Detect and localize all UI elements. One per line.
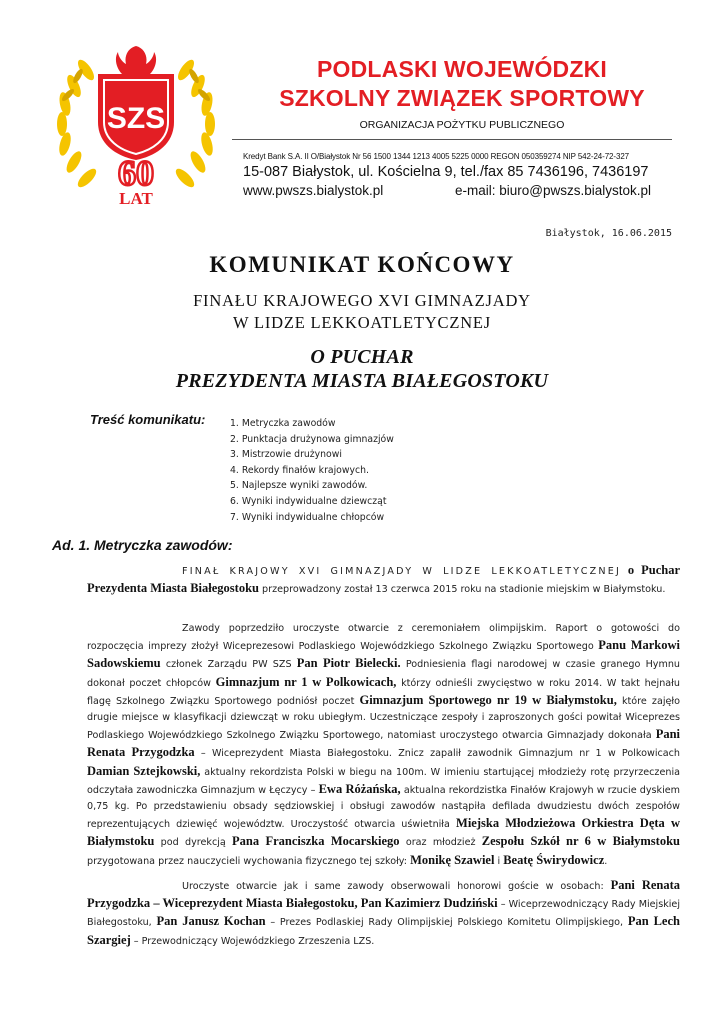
para-text: – Przewodniczący Wojewódzkiego Zrzeszenia LZS. — [130, 935, 375, 947]
logo-number: 60 — [118, 153, 154, 193]
header-divider — [232, 139, 672, 140]
cup-title — [0, 345, 724, 393]
contents-list — [230, 416, 394, 525]
para-text: – Wiceprezydent Miasta Białegostoku. Znicz zapalił zawodnik Gimnazjum nr 1 w Polkowicach — [194, 748, 680, 760]
para-text: Zawody poprzedziło uroczyste otwarcie z ceremoniałem olimpijskim. Raport o gotowości do rozpoczęcia imprezy złożył Wiceprezesowi Podlaskiego Wojewódzkiego Szkolnego Związku Sportowego — [87, 623, 680, 653]
para-bold: Gimnazjum nr 1 w Polkowicach, — [215, 674, 397, 689]
para-text: Podniesienia flagi narodowej w czasie granego Hymnu dokonał poczet chłopców — [87, 659, 680, 689]
subtitle-line-1: FINAŁU KRAJOWEGO XVI GIMNAZJADY — [193, 291, 531, 310]
para-text: członek Zarządu PW SZS — [160, 659, 297, 671]
contents-item: 6. Wyniki indywidualne dziewcząt — [230, 495, 387, 507]
para-text: FINAŁ KRAJOWY XVI GIMNAZJADY W LIDZE LEKKOATLETYCZNEJ — [182, 566, 622, 577]
para-bold: Miejska Młodzieżowa Orkiestra Dęta w Białymstoku — [87, 816, 681, 849]
contents-item: 3. Mistrzowie drużynowi — [230, 449, 342, 461]
bank-details: Kredyt Bank S.A. II O/Białystok Nr 56 1500 1344 1213 4005 5225 0000 REGON 050359274 NIP 542-24-72-327 — [243, 152, 630, 161]
para-text: którzy odnieśli zwycięstwo w roku 2014. W takt hejnału flagę Szkolnego Związku Sportowego podniósł poczet — [87, 677, 680, 707]
contents-item: 2. Punktacja drużynowa gimnazjów — [230, 433, 394, 445]
contents-item: 1. Metryczka zawodów — [230, 418, 336, 429]
para-text: aktualna rekordzistka Finałów Krajowyh w rzucie dyskiem 0,75 kg. Po przedstawieniu obsady sędziowskiej i obsługi zawodów nastąpiła defilada dwudziestu dwóch zespołów reprezentujących dziewięć województw. Uroczystość otwarcia uświetniła — [87, 784, 680, 831]
para-text: aktualny rekordzista Polski w biegu na 100m. W imieniu startującej młodzieży rotę przyrzeczenia odczytała zawodniczka Gimnazjum w Łęczycy – — [87, 766, 680, 796]
para-bold: Ewa Różańska, — [318, 781, 401, 796]
section-heading: Ad. 1. Metryczka zawodów: — [52, 537, 233, 553]
contents-item: 7. Wyniki indywidualne chłopców — [230, 511, 385, 523]
para-bold: Monikę Szawiel — [410, 852, 495, 867]
cup-title-line-1: O PUCHAR — [310, 346, 414, 368]
eagle-icon — [116, 46, 156, 74]
email-link[interactable]: e-mail: biuro@pwszs.bialystok.pl — [455, 183, 652, 198]
para-bold: Pan Janusz Kochan — [156, 914, 266, 929]
website-link[interactable]: www.pwszs.bialystok.pl — [243, 183, 384, 198]
subtitle-line-2: W LIDZE LEKKOATLETYCZNEJ — [232, 313, 492, 332]
para-text: – Prezes Podlaskiej Rady Olimpijskiej Polskiego Komitetu Olimpijskiego, — [265, 917, 628, 929]
para-text: – Wiceprzewodniczący Rady Miejskiej Białegostoku, — [87, 899, 680, 929]
para-text: przygotowana przez nauczycieli wychowania fizycznego tej szkoły: — [87, 855, 411, 867]
logo-letters: SZS — [106, 102, 166, 135]
para-bold: Pani Renata Przygodzka — [87, 727, 680, 760]
para-bold: Zespołu Szkół nr 6 w Białymstoku — [481, 834, 680, 849]
para-bold: Gimnazjum Sportowego nr 19 w Białymstoku, — [359, 692, 617, 707]
para-text: przeprowadzony został 13 czerwca 2015 roku na stadionie miejskim w Białymstoku. — [258, 584, 666, 596]
contents-label: Treść komunikatu: — [90, 412, 206, 427]
para-bold: Pan Piotr Bielecki. — [296, 656, 401, 671]
contents-item: 4. Rekordy finałów krajowych. — [230, 464, 369, 476]
document-subtitle — [0, 290, 724, 334]
para-text: i — [494, 855, 504, 867]
document-title: KOMUNIKAT KOŃCOWY — [209, 252, 515, 277]
para-text: . — [604, 855, 608, 867]
para-text: oraz młodzież — [399, 837, 482, 849]
paragraph-1 — [87, 562, 680, 598]
para-bold: Pana Franciszka Mocarskiego — [232, 834, 400, 849]
logo-years: LAT — [119, 189, 153, 208]
szs-60-logo — [52, 40, 220, 208]
para-bold: Beatę Świrydowicz — [503, 852, 605, 867]
para-bold: Pani Renata Przygodzka – Wiceprezydent Miasta Białegostoku, Pan Kazimierz Dudziński — [87, 878, 681, 911]
para-bold: Damian Sztejkowski, — [87, 763, 201, 778]
organization-name — [242, 55, 682, 113]
cup-title-line-2: PREZYDENTA MIASTA BIAŁEGOSTOKU — [175, 370, 549, 392]
para-bold: o Puchar Prezydenta Miasta Białegostoku — [87, 563, 680, 596]
document-date: Białystok, 16.06.2015 — [545, 228, 672, 239]
para-bold: Pan Lech Szargiej — [87, 914, 680, 947]
paragraph-3 — [87, 877, 680, 950]
paragraph-2 — [87, 621, 680, 870]
org-name-line-1: PODLASKI WOJEWÓDZKI — [316, 56, 608, 82]
organization-subtitle: ORGANIZACJA POŻYTKU PUBLICZNEGO — [359, 119, 565, 131]
address-line: 15-087 Białystok, ul. Kościelna 9, tel./fax 85 7436196, 7436197 — [243, 164, 649, 180]
para-text: Uroczyste otwarcie jak i same zawody obserwowali honorowi goście w osobach: — [182, 881, 611, 892]
para-bold: Panu Markowi Sadowskiemu — [87, 638, 680, 671]
org-name-line-2: SZKOLNY ZWIĄZEK SPORTOWY — [279, 85, 645, 111]
contents-item: 5. Najlepsze wyniki zawodów. — [230, 480, 368, 492]
para-text: które zajęło drugie miejsce w klasyfikacji dziewcząt w roku ubiegłym. Uczestniczące zespoły i zaproszonych gości powitał Wiceprezes Podlaskiego Wojewódzkiego Szkolnego Związku Sportowego, natomiast uroczystego otwarcia Gimnazjady dokonała — [87, 695, 680, 742]
para-text: pod dyrekcją — [154, 837, 233, 849]
